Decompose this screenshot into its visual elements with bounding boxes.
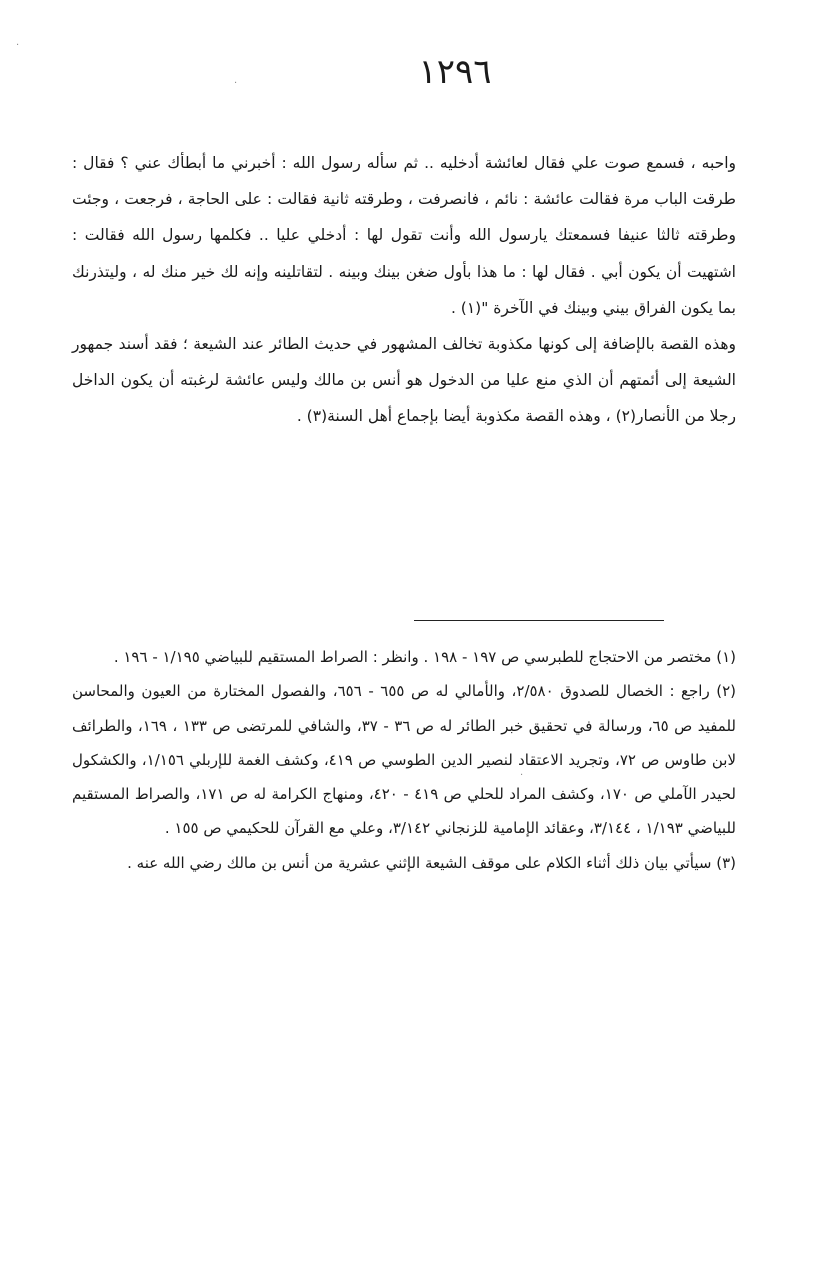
scan-speck: · (234, 78, 238, 89)
paragraph: واحبه ، فسمع صوت علي فقال لعائشة أدخليه .. ثم سأله رسول الله : أخبرني ما أبطأك عني ؟ فقال : طرقت الباب مرة فقالت عائشة : نائم ، فانصرفت ، وطرقته ثانية فقالت : على الحاجة ، فرجعت ، وجئت وطرقته ثالثا عنيفا فسمعتك يارسول الله وأنت تقول لها : أدخلي عليا .. فكلمها رسول الله فقالت : اشتهيت أن يكون أبي . فقال لها : ما هذا بأول ضغن بينك وبينه . لتقاتلينه وإنه لك خير منك له ، وليتذرنك بما يكون الفراق بيني وبينك في الآخرة "(١) . (72, 154, 736, 317)
footnote: (٣) سيأتي بيان ذلك أثناء الكلام على موقف الشيعة الإثني عشرية من أنس بن مالك رضي الله عنه . (127, 853, 736, 872)
footnotes (72, 640, 736, 880)
scan-speck: · (520, 770, 524, 781)
scan-speck: · (16, 40, 20, 51)
footnote: (١) مختصر من الاحتجاج للطبرسي ص ١٩٧ - ١٩٨ . وانظر : الصراط المستقيم للبياضي ١/١٩٥ - ١٩٦ . (113, 648, 736, 666)
footnote: (٢) راجع : الخصال للصدوق ٢/٥٨٠، والأمالي له ص ٦٥٥ - ٦٥٦، والفصول المختارة من العيون والمحاسن للمفيد ص ٦٥، ورسالة في تحقيق خبر الطائر له ص ٣٦ - ٣٧، والشافي للمرتضى ص ١٣٣ ، ١٦٩، والطرائف لابن طاوس ص ٧٢، وتجريد الاعتقاد لنصير الدين الطوسي ص ٤١٩، وكشف الغمة للإربلي ١/١٥٦، والكشكول لحيدر الآملي ص ١٧٠، وكشف المراد للحلي ص ٤١٩ - ٤٢٠، ومنهاج الكرامة له ص ١٧١، والصراط المستقيم للبياضي ١/١٩٣ ، ٣/١٤٤، وعقائد الإمامية للزنجاني ٣/١٤٢، وعلي مع القرآن للحكيمي ص ١٥٥ . (72, 682, 737, 838)
main-text (72, 145, 736, 435)
paragraph: وهذه القصة بالإضافة إلى كونها مكذوبة تخالف المشهور في حديث الطائر عند الشيعة ؛ فقد أسند جمهور الشيعة إلى أئمتهم أن الذي منع عليا من الدخول هو أنس بن مالك وليس عائشة لرغبته أن يكون الداخل رجلا من الأنصار(٢) ، وهذه القصة مكذوبة أيضا بإجماع أهل السنة(٣) . (72, 335, 736, 426)
page-number: ١٢٩٦ (418, 52, 492, 92)
footnote-separator (414, 620, 664, 621)
